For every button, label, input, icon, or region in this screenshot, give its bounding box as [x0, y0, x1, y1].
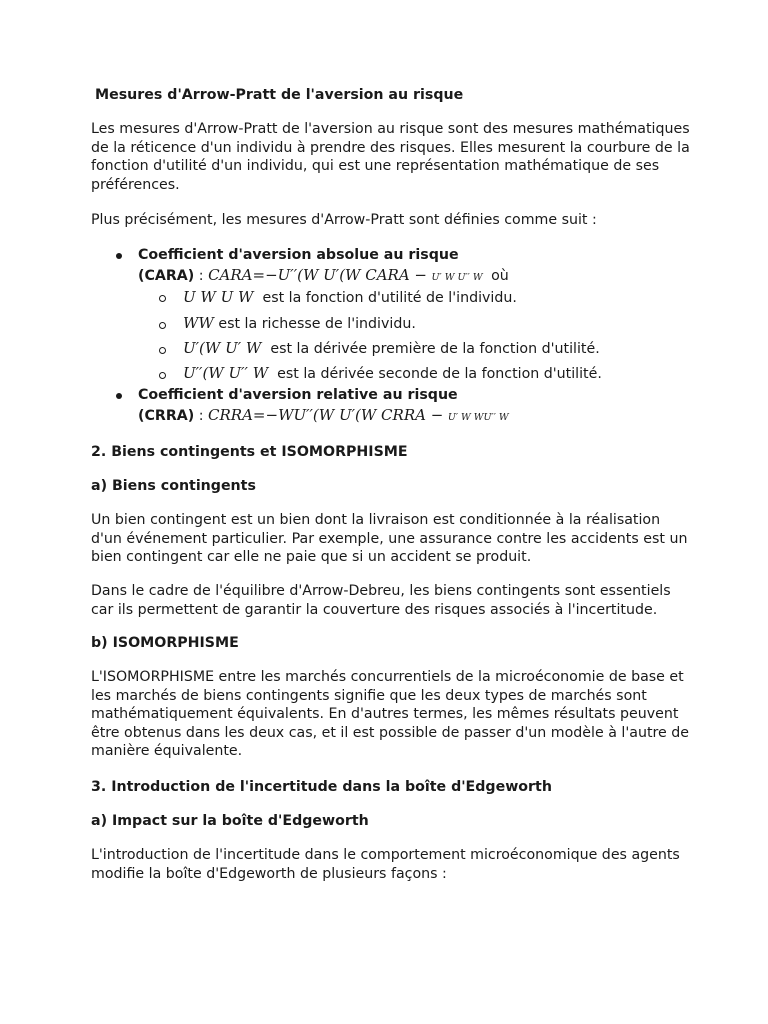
- cara-ou: où: [491, 268, 509, 284]
- sub-bullet-marker: [159, 372, 166, 379]
- cara-colon: :: [194, 268, 209, 284]
- section3a-paragraph-1: L'introduction de l'incertitude dans le comportement microéconomique des agents modifie la boîte d'Edgeworth de plusieurs façons :: [91, 847, 680, 882]
- precision-paragraph: Plus précisément, les mesures d'Arrow-Pratt sont définies comme suit :: [91, 212, 597, 228]
- crra-label: Coefficient d'aversion relative au risque: [138, 387, 458, 403]
- section2a-heading: a) Biens contingents: [91, 478, 256, 494]
- sub-item-text: est la richesse de l'individu.: [218, 316, 416, 332]
- section2a-paragraph-2: Dans le cadre de l'équilibre d'Arrow-Debreu, les biens contingents sont essentiels car ils permettent de garantir la couverture des risques associés à l'incertitude.: [91, 583, 671, 618]
- sub-bullet-marker: [159, 347, 166, 354]
- sub-bullet-marker: [159, 322, 166, 329]
- section2a-paragraph-1: Un bien contingent est un bien dont la livraison est conditionnée à la réalisation d'un événement particulier. Par exemple, une assurance contre les accidents est un bien contingent car elle ne paie que si un accident se produit.: [91, 512, 688, 566]
- crra-abbr: (CRRA): [138, 408, 195, 424]
- document-title: Mesures d'Arrow-Pratt de l'aversion au risque: [95, 87, 464, 103]
- crra-formula: CRRA=−WU′′(W U′(W CRRA −: [208, 406, 444, 424]
- crra-colon: :: [194, 408, 209, 424]
- cara-sub-item: [183, 288, 517, 307]
- cara-abbr: (CARA): [138, 268, 195, 284]
- sub-item-math: U′(W U′ W: [183, 339, 262, 357]
- sub-item-math: U′′(W U′′ W: [183, 364, 269, 382]
- bullet-marker: [116, 393, 122, 399]
- cara-formula: CARA=−U′′(W U′(W CARA −: [208, 266, 427, 284]
- cara-sub-item: [183, 364, 602, 383]
- sub-item-math: U W U W: [183, 288, 254, 306]
- cara-formula-line: [138, 266, 509, 287]
- crra-formula-tail: U′ W WU′′ W: [447, 412, 509, 423]
- sub-item-text: est la dérivée seconde de la fonction d'utilité.: [277, 366, 602, 382]
- sub-item-text: est la dérivée première de la fonction d'utilité.: [270, 341, 600, 357]
- intro-paragraph: Les mesures d'Arrow-Pratt de l'aversion au risque sont des mesures mathématiques de la réticence d'un individu à prendre des risques. Elles mesurent la courbure de la fonction d'utilité d'un individu, qui est une représentation mathématique de ses préférences.: [91, 121, 690, 193]
- cara-formula-tail: U′ W U′′ W: [431, 272, 483, 283]
- section2b-heading: b) ISOMORPHISME: [91, 635, 239, 651]
- bullet-marker: [116, 253, 122, 259]
- sub-item-text: est la fonction d'utilité de l'individu.: [262, 290, 517, 306]
- section3a-heading: a) Impact sur la boîte d'Edgeworth: [91, 813, 369, 829]
- section2b-paragraph-1: L'ISOMORPHISME entre les marchés concurrentiels de la microéconomie de base et les marchés de biens contingents signifie que les deux types de marchés sont mathématiquement équivalents. En d'autres termes, les mêmes résultats peuvent être obtenus dans les deux cas, et il est possible de passer d'un modèle à l'autre de manière équivalente.: [91, 669, 690, 760]
- sub-bullet-marker: [159, 295, 166, 302]
- sub-item-math: WW: [183, 314, 214, 332]
- cara-sub-item: [183, 339, 600, 358]
- crra-formula-line: [138, 406, 509, 427]
- section3-heading: 3. Introduction de l'incertitude dans la boîte d'Edgeworth: [91, 779, 552, 795]
- section2-heading: 2. Biens contingents et ISOMORPHISME: [91, 444, 408, 460]
- cara-label: Coefficient d'aversion absolue au risque: [138, 247, 459, 263]
- cara-sub-item: [183, 314, 416, 333]
